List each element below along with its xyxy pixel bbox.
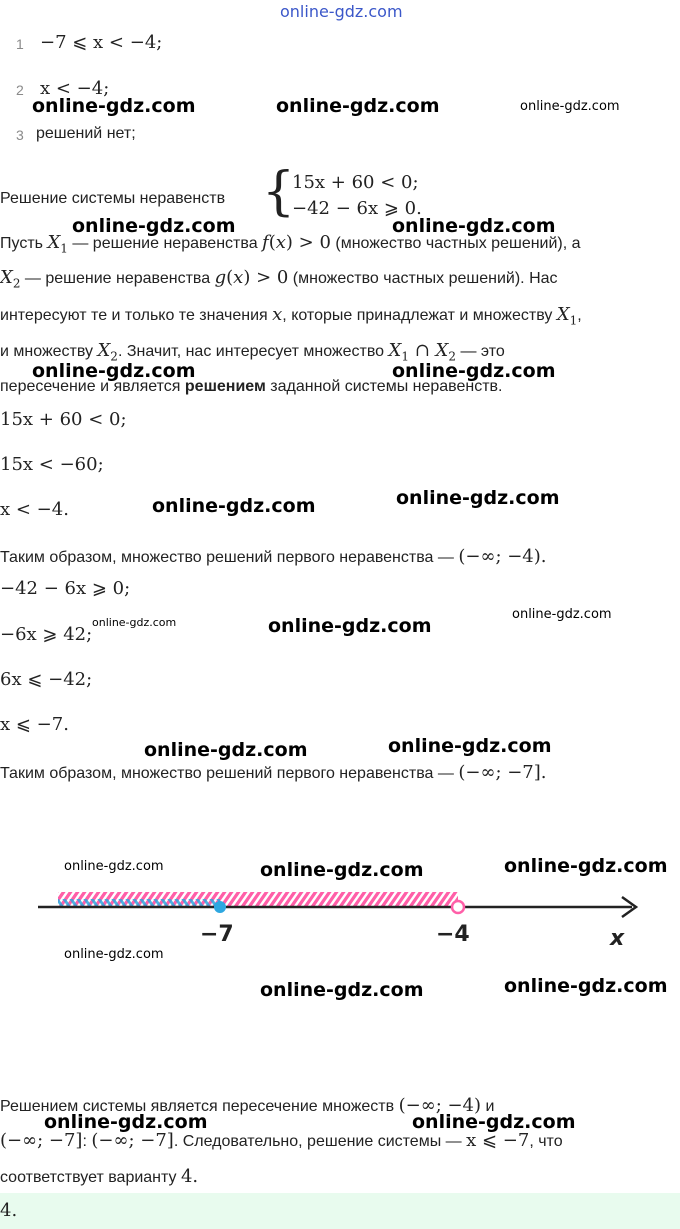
point-b: [452, 901, 464, 913]
para1-line4: и множеству $X_2$. Значит, нас интересует множество $X_1$ ∩ $X_2$ — это: [0, 340, 505, 364]
watermark: online-gdz.com: [396, 487, 560, 509]
watermark: online-gdz.com: [504, 975, 668, 997]
para1-line2: $X_2$ — решение неравенства g(x) > 0 (множество частных решений). Нас: [0, 267, 558, 291]
watermark: online-gdz.com: [260, 979, 424, 1001]
final-line1: Решением системы является пересечение множеств (−∞; −4) и: [0, 1095, 495, 1116]
option-2-math: x < −4;: [40, 78, 110, 99]
system-eq-2: −42 − 6x ⩾ 0.: [292, 198, 422, 219]
step2-2: −6x ⩾ 42;: [0, 624, 93, 645]
watermark: online-gdz.com: [32, 360, 196, 382]
step1-1: 15x + 60 < 0;: [0, 409, 127, 430]
hatch-region-a: [58, 899, 220, 906]
para1-line1: Пусть $X_1$ — решение неравенства f(x) > 0 (множество частных решений), а: [0, 232, 581, 256]
final-line3: соответствует варианту 4.: [0, 1166, 199, 1187]
para1-line5: пересечение и является решением заданной системы неравенств.: [0, 378, 503, 395]
answer-bar: [0, 1193, 680, 1229]
watermark: online-gdz.com: [44, 1111, 208, 1133]
label-b: −4: [436, 922, 470, 947]
watermark: online-gdz.com: [504, 855, 668, 877]
step2-1: −42 − 6x ⩾ 0;: [0, 578, 131, 599]
watermark: online-gdz.com: [392, 215, 556, 237]
option-1-number: 1: [16, 36, 24, 52]
watermark: online-gdz.com: [152, 495, 316, 517]
final-line2: (−∞; −7]: (−∞; −7]. Следовательно, решение системы — x ⩽ −7, что: [0, 1130, 563, 1151]
conclusion-2: Таким образом, множество решений первого неравенства — (−∞; −7].: [0, 762, 547, 783]
step1-3: x < −4.: [0, 499, 69, 520]
label-a: −7: [200, 922, 234, 947]
conclusion-1: Таким образом, множество решений первого неравенства — (−∞; −4).: [0, 546, 547, 567]
option-3-text: решений нет;: [36, 125, 136, 142]
watermark: online-gdz.com: [92, 616, 177, 629]
watermark: online-gdz.com: [276, 95, 440, 117]
watermark: online-gdz.com: [412, 1111, 576, 1133]
watermark: online-gdz.com: [520, 99, 620, 114]
step2-4: x ⩽ −7.: [0, 714, 69, 735]
para1-line3: интересуют те и только те значения x, которые принадлежат и множеству $X_1$,: [0, 304, 582, 328]
option-3-number: 3: [16, 127, 24, 143]
system-brace: {: [262, 162, 296, 222]
watermark: online-gdz.com: [64, 947, 164, 962]
watermark: online-gdz.com: [260, 859, 424, 881]
option-2-number: 2: [16, 82, 24, 98]
watermark: online-gdz.com: [64, 859, 164, 874]
option-1-math: −7 ⩽ x < −4;: [40, 32, 163, 53]
watermark: online-gdz.com: [388, 735, 552, 757]
step2-3: 6x ⩽ −42;: [0, 669, 93, 690]
watermark: online-gdz.com: [144, 739, 308, 761]
system-eq-1: 15x + 60 < 0;: [292, 172, 419, 193]
axis-label: x: [610, 926, 625, 951]
watermark: online-gdz.com: [392, 360, 556, 382]
step1-2: 15x < −60;: [0, 454, 104, 475]
point-a: [214, 901, 226, 913]
watermark: online-gdz.com: [512, 607, 612, 622]
watermark: online-gdz.com: [72, 215, 236, 237]
watermark: online-gdz.com: [268, 615, 432, 637]
watermark: online-gdz.com: [32, 95, 196, 117]
watermark-top: online-gdz.com: [280, 2, 403, 21]
system-intro: Решение системы неравенств: [0, 190, 226, 207]
answer-value: 4.: [0, 1200, 18, 1221]
